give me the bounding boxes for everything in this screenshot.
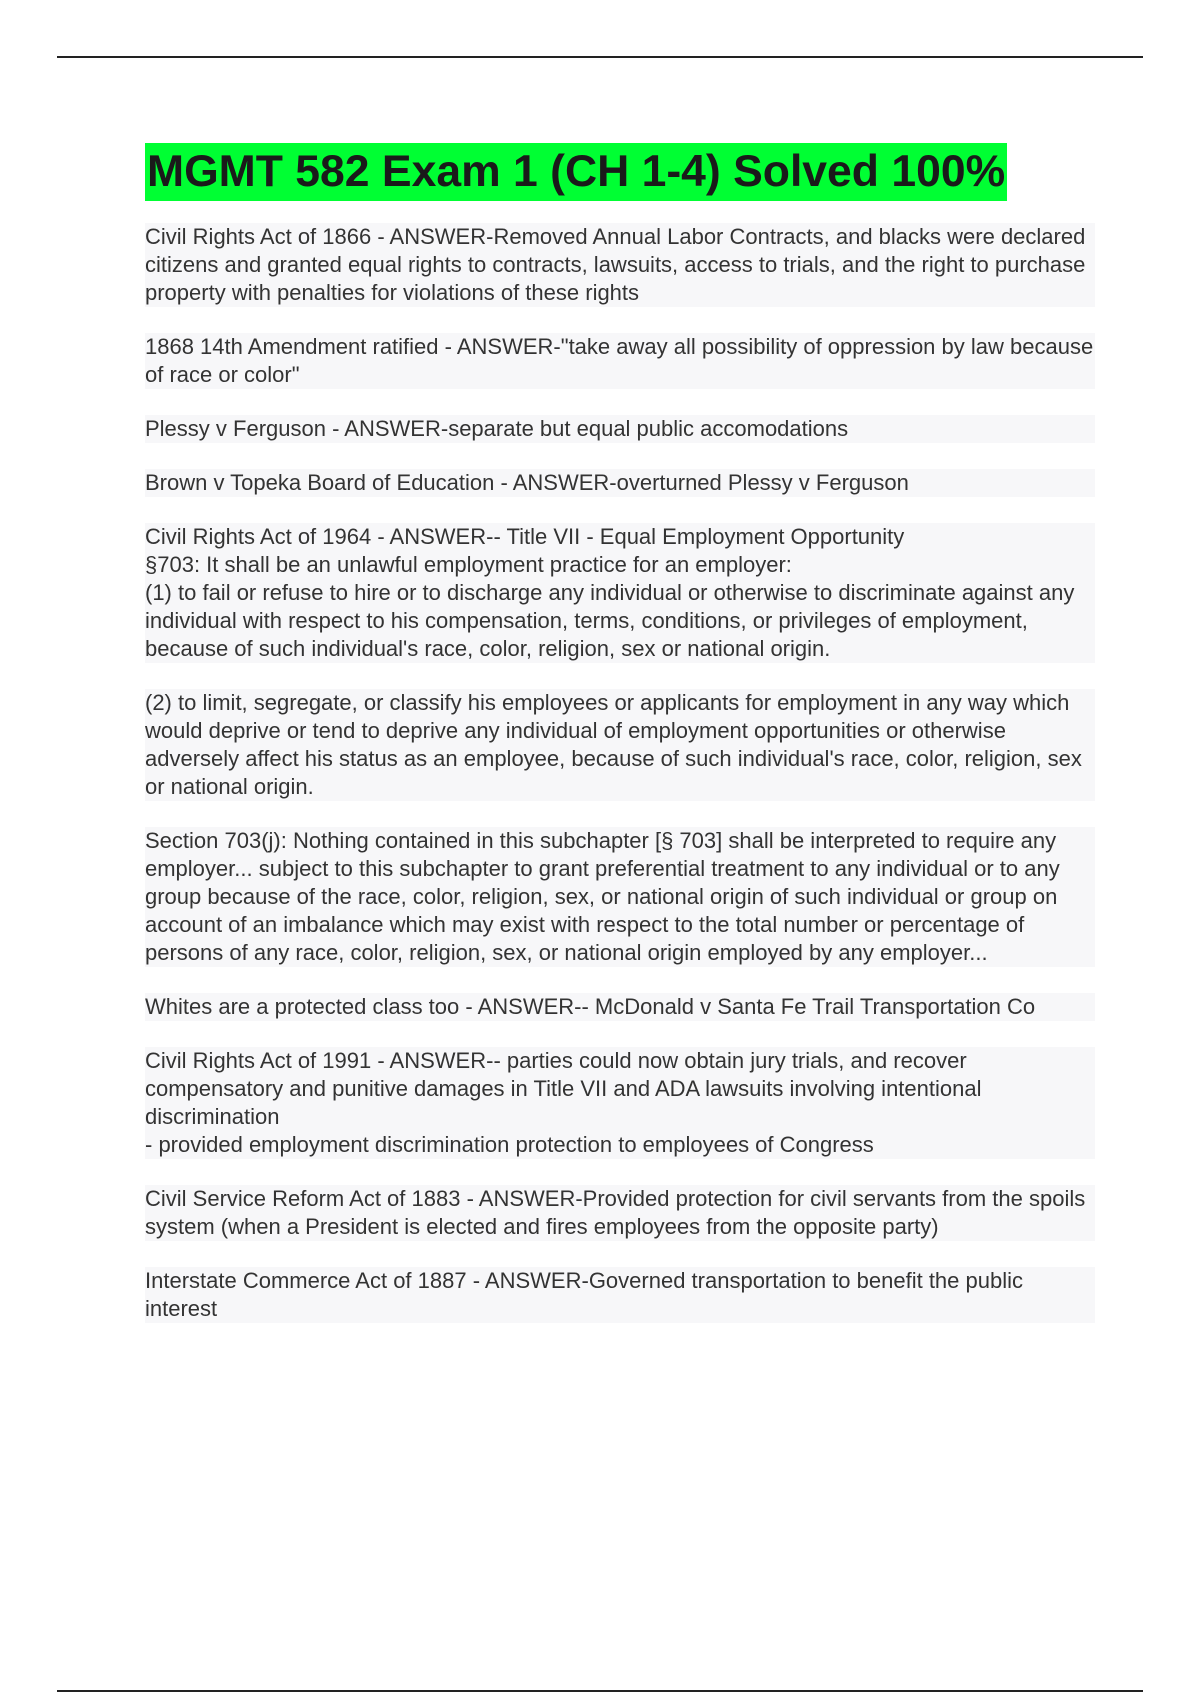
qa-entry-mcdonald — [145, 993, 1095, 1021]
qa-entry-brown — [145, 469, 1095, 497]
qa-entry-civil-rights-1866 — [145, 223, 1095, 307]
footer-rule — [57, 1690, 1143, 1692]
qa-entry-interstate-commerce-1887 — [145, 1267, 1095, 1323]
entry-text: (1) to fail or refuse to hire or to discharge any individual or otherwise to discriminate against any individual with respect to his compensation, terms, conditions, or privileges of employment, because of such individual's race, color, religion, sex or national origin. — [145, 580, 1075, 661]
entry-text: Plessy v Ferguson - ANSWER-separate but equal public accomodations — [145, 416, 849, 441]
entry-text: Section 703(j): Nothing contained in this subchapter [§ 703] shall be interpreted to require any employer... subject to this subchapter to grant preferential treatment to any individual or to any group because of the race, color, religion, sex, or national origin of such individual or group on account of an imbalance which may exist with respect to the total number or percentage of persons of any race, color, religion, sex, or national origin employed by any employer... — [145, 828, 1060, 965]
entry-text: §703: It shall be an unlawful employment practice for an employer: — [145, 552, 792, 577]
qa-entry-civil-rights-1991 — [145, 1047, 1095, 1159]
header-rule — [57, 56, 1143, 58]
qa-entry-703-clause-2 — [145, 689, 1095, 801]
entry-text: Civil Rights Act of 1866 - ANSWER-Removed Annual Labor Contracts, and blacks were declared citizens and granted equal rights to contracts, lawsuits, access to trials, and the right to purchase property with penalties for violations of these rights — [145, 224, 1086, 305]
entry-text: (2) to limit, segregate, or classify his employees or applicants for employment in any way which would deprive or tend to deprive any individual of employment opportunities or otherwise adversely affect his status as an employee, because of such individual's race, color, religion, sex or national origin. — [145, 690, 1082, 799]
entry-text: Civil Rights Act of 1964 - ANSWER-- Title VII - Equal Employment Opportunity — [145, 524, 905, 549]
qa-entry-civil-service-1883 — [145, 1185, 1095, 1241]
document-body — [145, 143, 1095, 1349]
entry-text: 1868 14th Amendment ratified - ANSWER-"take away all possibility of oppression by law because of race or color" — [145, 334, 1094, 387]
entry-text: Interstate Commerce Act of 1887 - ANSWER-Governed transportation to benefit the public interest — [145, 1268, 1023, 1321]
entry-text: Brown v Topeka Board of Education - ANSWER-overturned Plessy v Ferguson — [145, 470, 909, 495]
qa-entry-section-703j — [145, 827, 1095, 967]
qa-entry-civil-rights-1964 — [145, 523, 1095, 663]
qa-entry-14th-amendment — [145, 333, 1095, 389]
document-title: MGMT 582 Exam 1 (CH 1-4) Solved 100% — [145, 143, 1007, 201]
entry-text: Civil Rights Act of 1991 - ANSWER-- parties could now obtain jury trials, and recover compensatory and punitive damages in Title VII and ADA lawsuits involving intentional discrimination — [145, 1048, 982, 1129]
entry-text: Whites are a protected class too - ANSWER-- McDonald v Santa Fe Trail Transportation Co — [145, 994, 1036, 1019]
qa-entry-plessy — [145, 415, 1095, 443]
entry-text: Civil Service Reform Act of 1883 - ANSWER-Provided protection for civil servants from the spoils system (when a President is elected and fires employees from the opposite party) — [145, 1186, 1086, 1239]
entry-text: - provided employment discrimination protection to employees of Congress — [145, 1132, 874, 1157]
